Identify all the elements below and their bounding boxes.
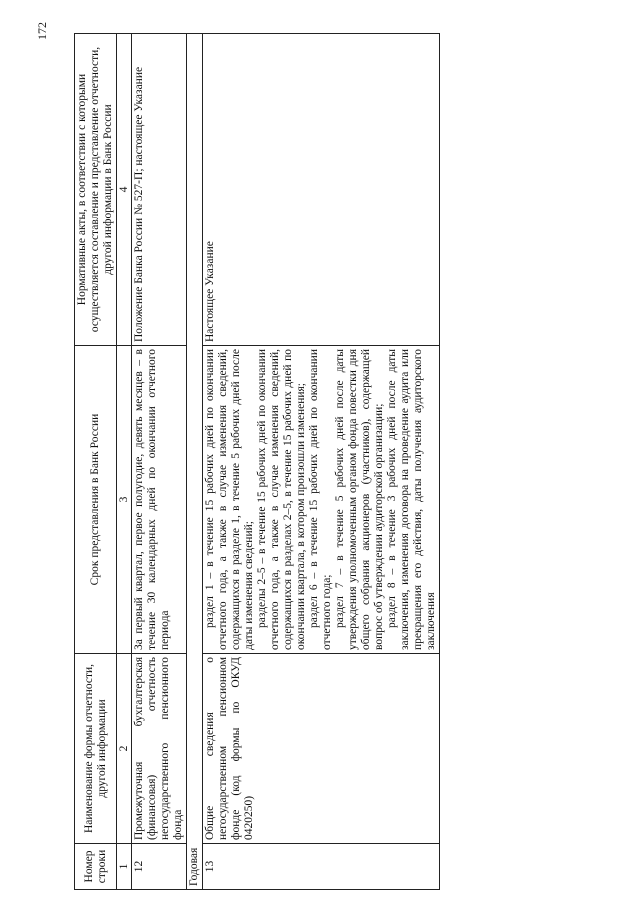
form-name: Промежуточная бухгалтерская (финансовая) отчетность негосударственного пенсионного фонда xyxy=(132,654,187,844)
page-number: 172 xyxy=(35,22,49,40)
deadline-item: раздел 1 – в течение 15 рабочих дней по окончании отчетного года, а также в случае изменения сведений, содержащихся в разделе 1, в течение 5 рабочих дней после даты изменения сведений; xyxy=(204,349,255,650)
reporting-table xyxy=(74,33,440,890)
deadline: За первый квартал, первое полугодие, девять месяцев – в течение 30 календарных дней по окончании отчетного периода xyxy=(132,346,187,654)
header-row xyxy=(75,34,117,890)
header-normative-acts: Нормативные акты, в соответствии с которыми осуществляется составление и представление отчетности, другой информации в Банк России xyxy=(75,34,117,346)
deadline-item: раздел 8 – в течение 3 рабочих дней после даты заключения, изменения договора на проведение аудита или прекращения его действия, даты получения аудиторского заключения xyxy=(386,349,437,650)
deadline-item: раздел 7 – в течение 5 рабочих дней после даты утверждения уполномоченным органом фонда повестки дня общего собрания акционеров (участников), содержащей вопрос об утверждении аудиторской организации; xyxy=(334,349,385,650)
table-row xyxy=(132,34,187,890)
normative-acts: Положение Банка России № 527-П; настоящее Указание xyxy=(132,34,187,346)
section-title: Годовая xyxy=(187,34,203,890)
header-form-name: Наименование формы отчетности, другой информации xyxy=(75,654,117,844)
section-row xyxy=(187,34,203,890)
header-deadline: Срок представления в Банк России xyxy=(75,346,117,654)
row-number: 13 xyxy=(203,844,440,890)
normative-acts: Настоящее Указание xyxy=(203,34,440,346)
deadline xyxy=(203,346,440,654)
form-name: Общие сведения о негосударственном пенсионном фонде (код формы по ОКУД 0420250) xyxy=(203,654,440,844)
deadline-item: разделы 2–5 – в течение 15 рабочих дней по окончании отчетного года, а также в случае изменения сведений, содержащихся в разделах 2–5, в течение 15 рабочих дней по окончании квартала, в котором произошли изменения; xyxy=(256,349,307,650)
column-number: 4 xyxy=(117,34,132,346)
rotated-page xyxy=(35,20,610,890)
header-row-number: Номер строки xyxy=(75,844,117,890)
row-number: 12 xyxy=(132,844,187,890)
column-number: 3 xyxy=(117,346,132,654)
table-row xyxy=(203,34,440,890)
column-numbers-row xyxy=(117,34,132,890)
column-number: 1 xyxy=(117,844,132,890)
deadline-item: раздел 6 – в течение 15 рабочих дней по окончании отчетного года; xyxy=(308,349,333,650)
column-number: 2 xyxy=(117,654,132,844)
